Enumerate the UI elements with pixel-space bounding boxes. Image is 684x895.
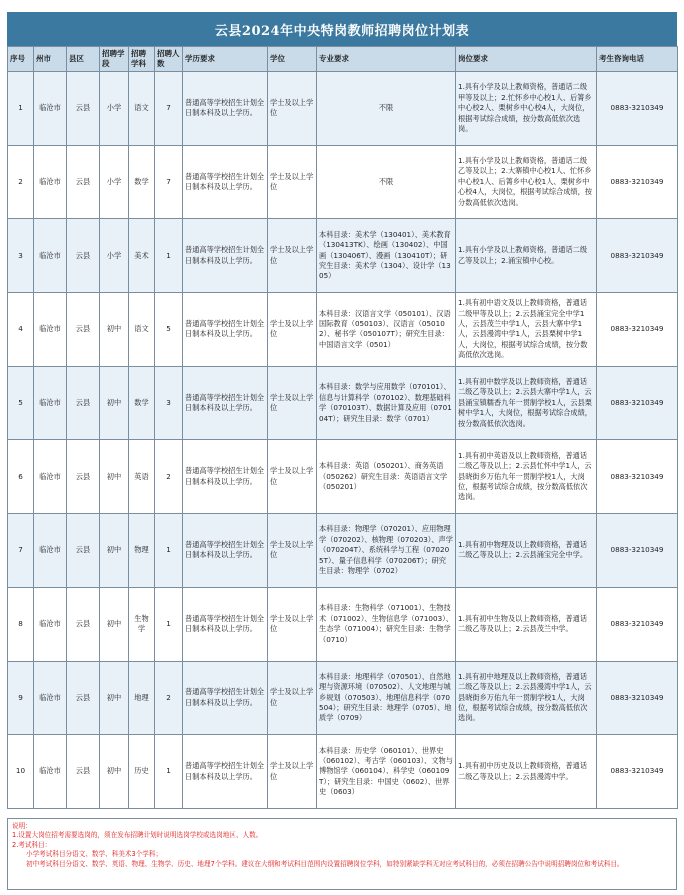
header-major: 专业要求	[317, 47, 456, 72]
cell-no: 2	[8, 145, 34, 219]
cell-no: 3	[8, 219, 34, 293]
cell-city: 临沧市	[34, 735, 67, 809]
table-row	[8, 735, 678, 809]
cell-degree: 学士及以上学位	[268, 293, 317, 367]
cell-education: 普通高等学校招生计划全日制本科及以上学历。	[183, 587, 268, 661]
cell-stage: 小学	[100, 219, 129, 293]
cell-post: 1.具有初中英语及以上教师资格，普通话二级乙等及以上；2.云县忙怀中学1人，云县晓街乡万佑九年一贯制学校1人，大岗位，根据考试综合成绩，按分数高低依次选岗。	[456, 440, 597, 514]
cell-education: 普通高等学校招生计划全日制本科及以上学历。	[183, 293, 268, 367]
cell-subject: 数学	[129, 145, 155, 219]
cell-major: 本科目录：生物科学（071001）、生物技术（071002）、生物信息学（071003）、生态学（071004）；研究生目录：生物学（0710）	[317, 587, 456, 661]
cell-city: 临沧市	[34, 293, 67, 367]
cell-count: 7	[155, 72, 183, 146]
table-row	[8, 587, 678, 661]
cell-major: 本科目录：英语（050201）、商务英语（050262）研究生目录：英语语言文学（050201）	[317, 440, 456, 514]
cell-county: 云县	[67, 72, 100, 146]
table-header-row	[8, 47, 678, 72]
cell-major: 不限	[317, 72, 456, 146]
cell-stage: 初中	[100, 293, 129, 367]
table-row	[8, 661, 678, 735]
table-row	[8, 514, 678, 588]
cell-no: 5	[8, 366, 34, 440]
cell-county: 云县	[67, 440, 100, 514]
cell-stage: 小学	[100, 72, 129, 146]
cell-county: 云县	[67, 293, 100, 367]
cell-subject: 历史	[129, 735, 155, 809]
cell-degree: 学士及以上学位	[268, 145, 317, 219]
cell-degree: 学士及以上学位	[268, 661, 317, 735]
cell-no: 10	[8, 735, 34, 809]
cell-post: 1.具有初中语文及以上教师资格，普通话二级甲等及以上；2.云县涌宝完全中学1人，云县茂兰中学1人，云县大寨中学1人，云县漫湾中学1人，云县栗树中学1人，大岗位，根据考试综合成绩，按分数高低依次选岗。	[456, 293, 597, 367]
cell-no: 8	[8, 587, 34, 661]
cell-subject: 数学	[129, 366, 155, 440]
cell-education: 普通高等学校招生计划全日制本科及以上学历。	[183, 219, 268, 293]
header-subject: 招聘学科	[129, 47, 155, 72]
cell-county: 云县	[67, 661, 100, 735]
cell-stage: 初中	[100, 587, 129, 661]
cell-county: 云县	[67, 219, 100, 293]
cell-post: 1.具有小学及以上教师资格，普通话二级甲等及以上；2.忙怀乡中心校1人、后箐乡中心校2人、栗树乡中心校4人，大岗位，根据考试综合成绩，按分数高低依次选岗。	[456, 72, 597, 146]
cell-subject: 美术	[129, 219, 155, 293]
cell-post: 1.具有初中物理及以上教师资格，普通话二级乙等及以上；2.云县涌宝完全中学。	[456, 514, 597, 588]
cell-major: 本科目录：数学与应用数学（070101）、信息与计算科学（070102）、数理基础科学（070103T）、数据计算及应用（070104T）；研究生目录：数学（0701）	[317, 366, 456, 440]
cell-subject: 生物学	[129, 587, 155, 661]
cell-count: 1	[155, 587, 183, 661]
cell-degree: 学士及以上学位	[268, 366, 317, 440]
cell-phone: 0883-3210349	[597, 735, 678, 809]
cell-major: 本科目录：美术学（130401）、美术教育（130413TK）、绘画（130402）、中国画（130406T）、漫画（130410T）；研究生目录：美术学（1304）、设计学（1305）	[317, 219, 456, 293]
cell-education: 普通高等学校招生计划全日制本科及以上学历。	[183, 145, 268, 219]
cell-city: 临沧市	[34, 366, 67, 440]
header-county: 县区	[67, 47, 100, 72]
cell-major: 本科目录：地理科学（070501）、自然地理与资源环境（070502）、人文地理与城乡规划（070503）、地理信息科学（070504）；研究生目录：地理学（0705）、地质学（0709）	[317, 661, 456, 735]
cell-education: 普通高等学校招生计划全日制本科及以上学历。	[183, 366, 268, 440]
note-line: 2.考试科目：	[12, 840, 52, 849]
cell-no: 4	[8, 293, 34, 367]
cell-degree: 学士及以上学位	[268, 514, 317, 588]
page-title: 云县2024年中央特岗教师招聘岗位计划表	[7, 12, 677, 46]
cell-phone: 0883-3210349	[597, 293, 678, 367]
cell-education: 普通高等学校招生计划全日制本科及以上学历。	[183, 735, 268, 809]
cell-major: 本科目录：物理学（070201）、应用物理学（070202）、核物理（070203）、声学（070204T）、系统科学与工程（070205T）、量子信息科学（070206T）；研究生目录：物理学（0702）	[317, 514, 456, 588]
cell-subject: 物理	[129, 514, 155, 588]
header-city: 州市	[34, 47, 67, 72]
cell-phone: 0883-3210349	[597, 72, 678, 146]
header-count: 招聘人数	[155, 47, 183, 72]
note-line: 初中考试科目分语文、数学、英语、物理、生物学、历史、地理7个学科。建议在大纲和考试科目范围内设置招聘岗位学科，如特别紧缺学科无对应考试科目的，必须在招聘公告中说明招聘岗位和考试科目。	[26, 859, 624, 868]
cell-city: 临沧市	[34, 514, 67, 588]
header-post: 岗位要求	[456, 47, 597, 72]
cell-stage: 初中	[100, 440, 129, 514]
cell-count: 7	[155, 145, 183, 219]
cell-education: 普通高等学校招生计划全日制本科及以上学历。	[183, 72, 268, 146]
cell-count: 1	[155, 514, 183, 588]
cell-city: 临沧市	[34, 440, 67, 514]
cell-county: 云县	[67, 366, 100, 440]
cell-city: 临沧市	[34, 72, 67, 146]
cell-count: 3	[155, 366, 183, 440]
cell-stage: 小学	[100, 145, 129, 219]
cell-no: 6	[8, 440, 34, 514]
cell-no: 1	[8, 72, 34, 146]
cell-post: 1.具有小学及以上教师资格，普通话二级乙等及以上；2.涌宝镇中心校。	[456, 219, 597, 293]
cell-major: 本科目录：汉语言文学（050101）、汉语国际教育（050103）、汉语言（050102）、秘书学（050107T）；研究生目录：中国语言文学（0501）	[317, 293, 456, 367]
cell-post: 1.具有初中数学及以上教师资格，普通话二级乙等及以上；2.云县大寨中学1人，云县涌宝镇糯香九年一贯制学校1人，云县栗树中学1人，大岗位，根据考试综合成绩，按分数高低依次选岗。	[456, 366, 597, 440]
cell-education: 普通高等学校招生计划全日制本科及以上学历。	[183, 661, 268, 735]
cell-county: 云县	[67, 514, 100, 588]
cell-county: 云县	[67, 145, 100, 219]
header-phone: 考生咨询电话	[597, 47, 678, 72]
cell-city: 临沧市	[34, 219, 67, 293]
cell-no: 7	[8, 514, 34, 588]
cell-count: 2	[155, 440, 183, 514]
cell-subject: 地理	[129, 661, 155, 735]
cell-stage: 初中	[100, 514, 129, 588]
cell-stage: 初中	[100, 661, 129, 735]
cell-phone: 0883-3210349	[597, 514, 678, 588]
cell-education: 普通高等学校招生计划全日制本科及以上学历。	[183, 440, 268, 514]
cell-post: 1.具有初中历史及以上教师资格，普通话二级乙等及以上；2.云县漫湾中学。	[456, 735, 597, 809]
table-row	[8, 72, 678, 146]
header-education: 学历要求	[183, 47, 268, 72]
cell-phone: 0883-3210349	[597, 440, 678, 514]
cell-stage: 初中	[100, 366, 129, 440]
cell-degree: 学士及以上学位	[268, 72, 317, 146]
cell-phone: 0883-3210349	[597, 366, 678, 440]
cell-stage: 初中	[100, 735, 129, 809]
note-line: 说明：	[12, 822, 32, 830]
cell-post: 1.具有小学及以上教师资格，普通话二级乙等及以上；2.大寨镇中心校1人、忙怀乡中心校1人、后箐乡中心校1人、栗树乡中心校4人，大岗位，根据考试综合成绩，按分数高低依次选岗。	[456, 145, 597, 219]
cell-phone: 0883-3210349	[597, 587, 678, 661]
cell-no: 9	[8, 661, 34, 735]
table-row	[8, 293, 678, 367]
note-line: 1.设置大岗位招考需要选岗的，须在发布招聘计划时说明选岗学校或选岗地区、人数。	[12, 831, 263, 840]
header-stage: 招聘学段	[100, 47, 129, 72]
recruitment-table	[7, 46, 678, 809]
cell-city: 临沧市	[34, 661, 67, 735]
cell-subject: 语文	[129, 293, 155, 367]
cell-phone: 0883-3210349	[597, 661, 678, 735]
cell-county: 云县	[67, 587, 100, 661]
cell-count: 2	[155, 661, 183, 735]
table-row	[8, 145, 678, 219]
cell-city: 临沧市	[34, 587, 67, 661]
cell-degree: 学士及以上学位	[268, 587, 317, 661]
cell-county: 云县	[67, 735, 100, 809]
notes-box	[7, 818, 677, 890]
cell-count: 5	[155, 293, 183, 367]
table-row	[8, 366, 678, 440]
cell-post: 1.具有初中生物及以上教师资格，普通话二级乙等及以上；2.云县茂兰中学。	[456, 587, 597, 661]
cell-count: 1	[155, 735, 183, 809]
cell-major: 本科目录：历史学（060101）、世界史（060102）、考古学（060103）、文物与博物馆学（060104）、科学史（060109T）；研究生目录：中国史（0602）、世界史（0603）	[317, 735, 456, 809]
header-no: 序号	[8, 47, 34, 72]
cell-post: 1.具有初中地理及以上教师资格，普通话二级乙等及以上；2.云县漫湾中学1人，云县晓街乡万佑九年一贯制学校1人，大岗位，根据考试综合成绩，按分数高低依次选岗。	[456, 661, 597, 735]
cell-subject: 英语	[129, 440, 155, 514]
note-line: 小学考试科目分语文、数学、科美术3个学科；	[26, 850, 163, 859]
cell-count: 1	[155, 219, 183, 293]
cell-major: 不限	[317, 145, 456, 219]
cell-degree: 学士及以上学位	[268, 440, 317, 514]
cell-city: 临沧市	[34, 145, 67, 219]
table-row	[8, 440, 678, 514]
cell-subject: 语文	[129, 72, 155, 146]
cell-degree: 学士及以上学位	[268, 219, 317, 293]
table-row	[8, 219, 678, 293]
header-degree: 学位	[268, 47, 317, 72]
cell-phone: 0883-3210349	[597, 145, 678, 219]
cell-phone: 0883-3210349	[597, 219, 678, 293]
cell-education: 普通高等学校招生计划全日制本科及以上学历。	[183, 514, 268, 588]
cell-degree: 学士及以上学位	[268, 735, 317, 809]
